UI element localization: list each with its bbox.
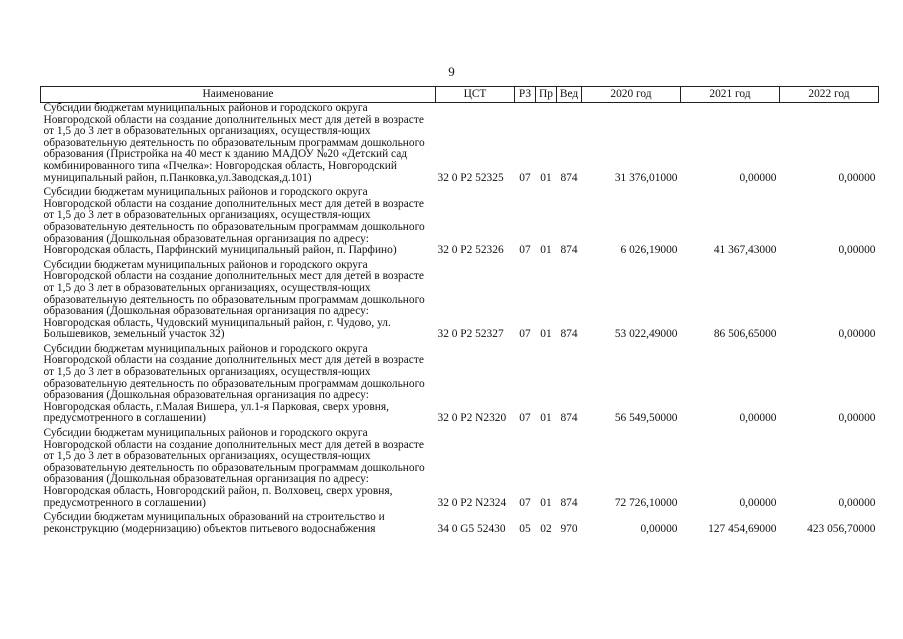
row-rz: 07	[519, 328, 531, 341]
header-2020: 2020 год	[582, 87, 681, 103]
row-pr: 01	[540, 496, 552, 509]
row-cst: 34 0 G5 52430	[437, 522, 506, 535]
header-name: Наименование	[41, 87, 436, 103]
row-cst: 32 0 P2 52325	[437, 171, 504, 184]
row-2020: 31 376,01000	[614, 171, 678, 184]
row-2022: 0,00000	[838, 496, 876, 509]
page-number: 9	[448, 64, 455, 79]
header-2022: 2022 год	[780, 87, 879, 103]
row-pr: 01	[540, 328, 552, 341]
row-pr: 01	[540, 171, 552, 184]
row-cst: 32 0 P2 N2320	[437, 412, 507, 425]
row-ved: 874	[560, 496, 578, 509]
table-row	[41, 428, 879, 512]
row-ved: 970	[560, 522, 578, 535]
row-ved: 874	[560, 244, 578, 257]
row-name: Субсидии бюджетам муниципальных районов и городского округа Новгородской области на создание дополнительных мест для детей в возрасте от 1,5 до 3 лет в образовательных организациях, осуществля-ющих образовательную деятельность по образовательным программам дошкольного образования (Дошкольная образовательная организация по адресу: Новгородская область, Чудовский муниципальный район, г. Чудово, ул. Большевиков, земельный участок 32)	[43, 258, 425, 341]
row-cst: 32 0 P2 52327	[437, 328, 504, 341]
row-2020: 6 026,19000	[620, 244, 678, 257]
row-rz: 07	[519, 244, 531, 257]
row-cst: 32 0 P2 52326	[437, 244, 504, 257]
row-ved: 874	[560, 171, 578, 184]
row-pr: 02	[540, 522, 552, 535]
row-2020: 53 022,49000	[614, 328, 678, 341]
header-cst: ЦСТ	[436, 87, 515, 103]
table-row	[41, 103, 879, 188]
budget-table	[40, 86, 879, 538]
row-2020: 0,00000	[640, 522, 678, 535]
table-row	[41, 260, 879, 344]
row-2022: 0,00000	[838, 412, 876, 425]
row-name: Субсидии бюджетам муниципальных районов и городского округа Новгородской области на создание дополнительных мест для детей в возрасте от 1,5 до 3 лет в образовательных организациях, осуществля-ющих образовательную деятельность по образовательным программам дошкольного образования (Дошкольная образовательная организация по адресу: Новгородская область, Новгородский район, п. Волховец, сверх уровня, предусмотренного в соглашении)	[43, 427, 425, 509]
row-2022: 0,00000	[838, 171, 876, 184]
row-rz: 07	[519, 171, 531, 184]
row-2021: 127 454,69000	[708, 522, 777, 535]
header-2021: 2021 год	[681, 87, 780, 103]
row-name: Субсидии бюджетам муниципальных районов и городского округа Новгородской области на создание дополнительных мест для детей в возрасте от 1,5 до 3 лет в образовательных организациях, осуществля-ющих образовательную деятельность по образовательным программам дошкольного образования (Дошкольная образовательная организация по адресу: Новгородская область, Парфинский муниципальный район, п. Парфино)	[43, 186, 425, 257]
row-name: Субсидии бюджетам муниципальных образований на строительство и реконструкцию (модернизацию) объектов питьевого водоснабжения	[43, 511, 385, 535]
header-pr: Пр	[536, 87, 557, 103]
row-2022: 0,00000	[838, 244, 876, 257]
header-row	[41, 87, 879, 103]
row-name: Субсидии бюджетам муниципальных районов и городского округа Новгородской области на создание дополнительных мест для детей в возрасте от 1,5 до 3 лет в образовательных организациях, осуществля-ющих образовательную деятельность по образовательным программам дошкольного образования (Пристройка на 40 мест к зданию МАДОУ №20 «Детский сад комбинированного типа «Пчелка»: Новгородская область, Новгородский муниципальный район, п.Панковка,ул.Заводская,д.101)	[43, 102, 425, 184]
table-row	[41, 512, 879, 538]
row-pr: 01	[540, 244, 552, 257]
row-2021: 0,00000	[739, 496, 777, 509]
row-ved: 874	[560, 328, 578, 341]
row-name: Субсидии бюджетам муниципальных районов и городского округа Новгородской области на создание дополнительных мест для детей в возрасте от 1,5 до 3 лет в образовательных организациях, осуществля-ющих образовательную деятельность по образовательным программам дошкольного образования (Дошкольная образовательная организация по адресу: Новгородская область, г.Малая Вишера, ул.1-я Парковая, сверх уровня, предусмотренного в соглашении)	[43, 342, 425, 425]
row-2022: 0,00000	[838, 328, 876, 341]
row-2020: 72 726,10000	[614, 496, 678, 509]
row-2021: 0,00000	[739, 171, 777, 184]
header-rz: РЗ	[515, 87, 536, 103]
header-ved: Вед	[557, 87, 582, 103]
row-pr: 01	[540, 412, 552, 425]
row-ved: 874	[560, 412, 578, 425]
row-cst: 32 0 P2 N2324	[437, 496, 507, 509]
row-2021: 0,00000	[739, 412, 777, 425]
row-2022: 423 056,70000	[807, 522, 876, 535]
row-rz: 07	[519, 496, 531, 509]
row-2020: 56 549,50000	[614, 412, 678, 425]
row-2021: 41 367,43000	[713, 244, 777, 257]
table-row	[41, 344, 879, 428]
table-row	[41, 187, 879, 260]
row-2021: 86 506,65000	[713, 328, 777, 341]
row-rz: 05	[519, 522, 531, 535]
row-rz: 07	[519, 412, 531, 425]
